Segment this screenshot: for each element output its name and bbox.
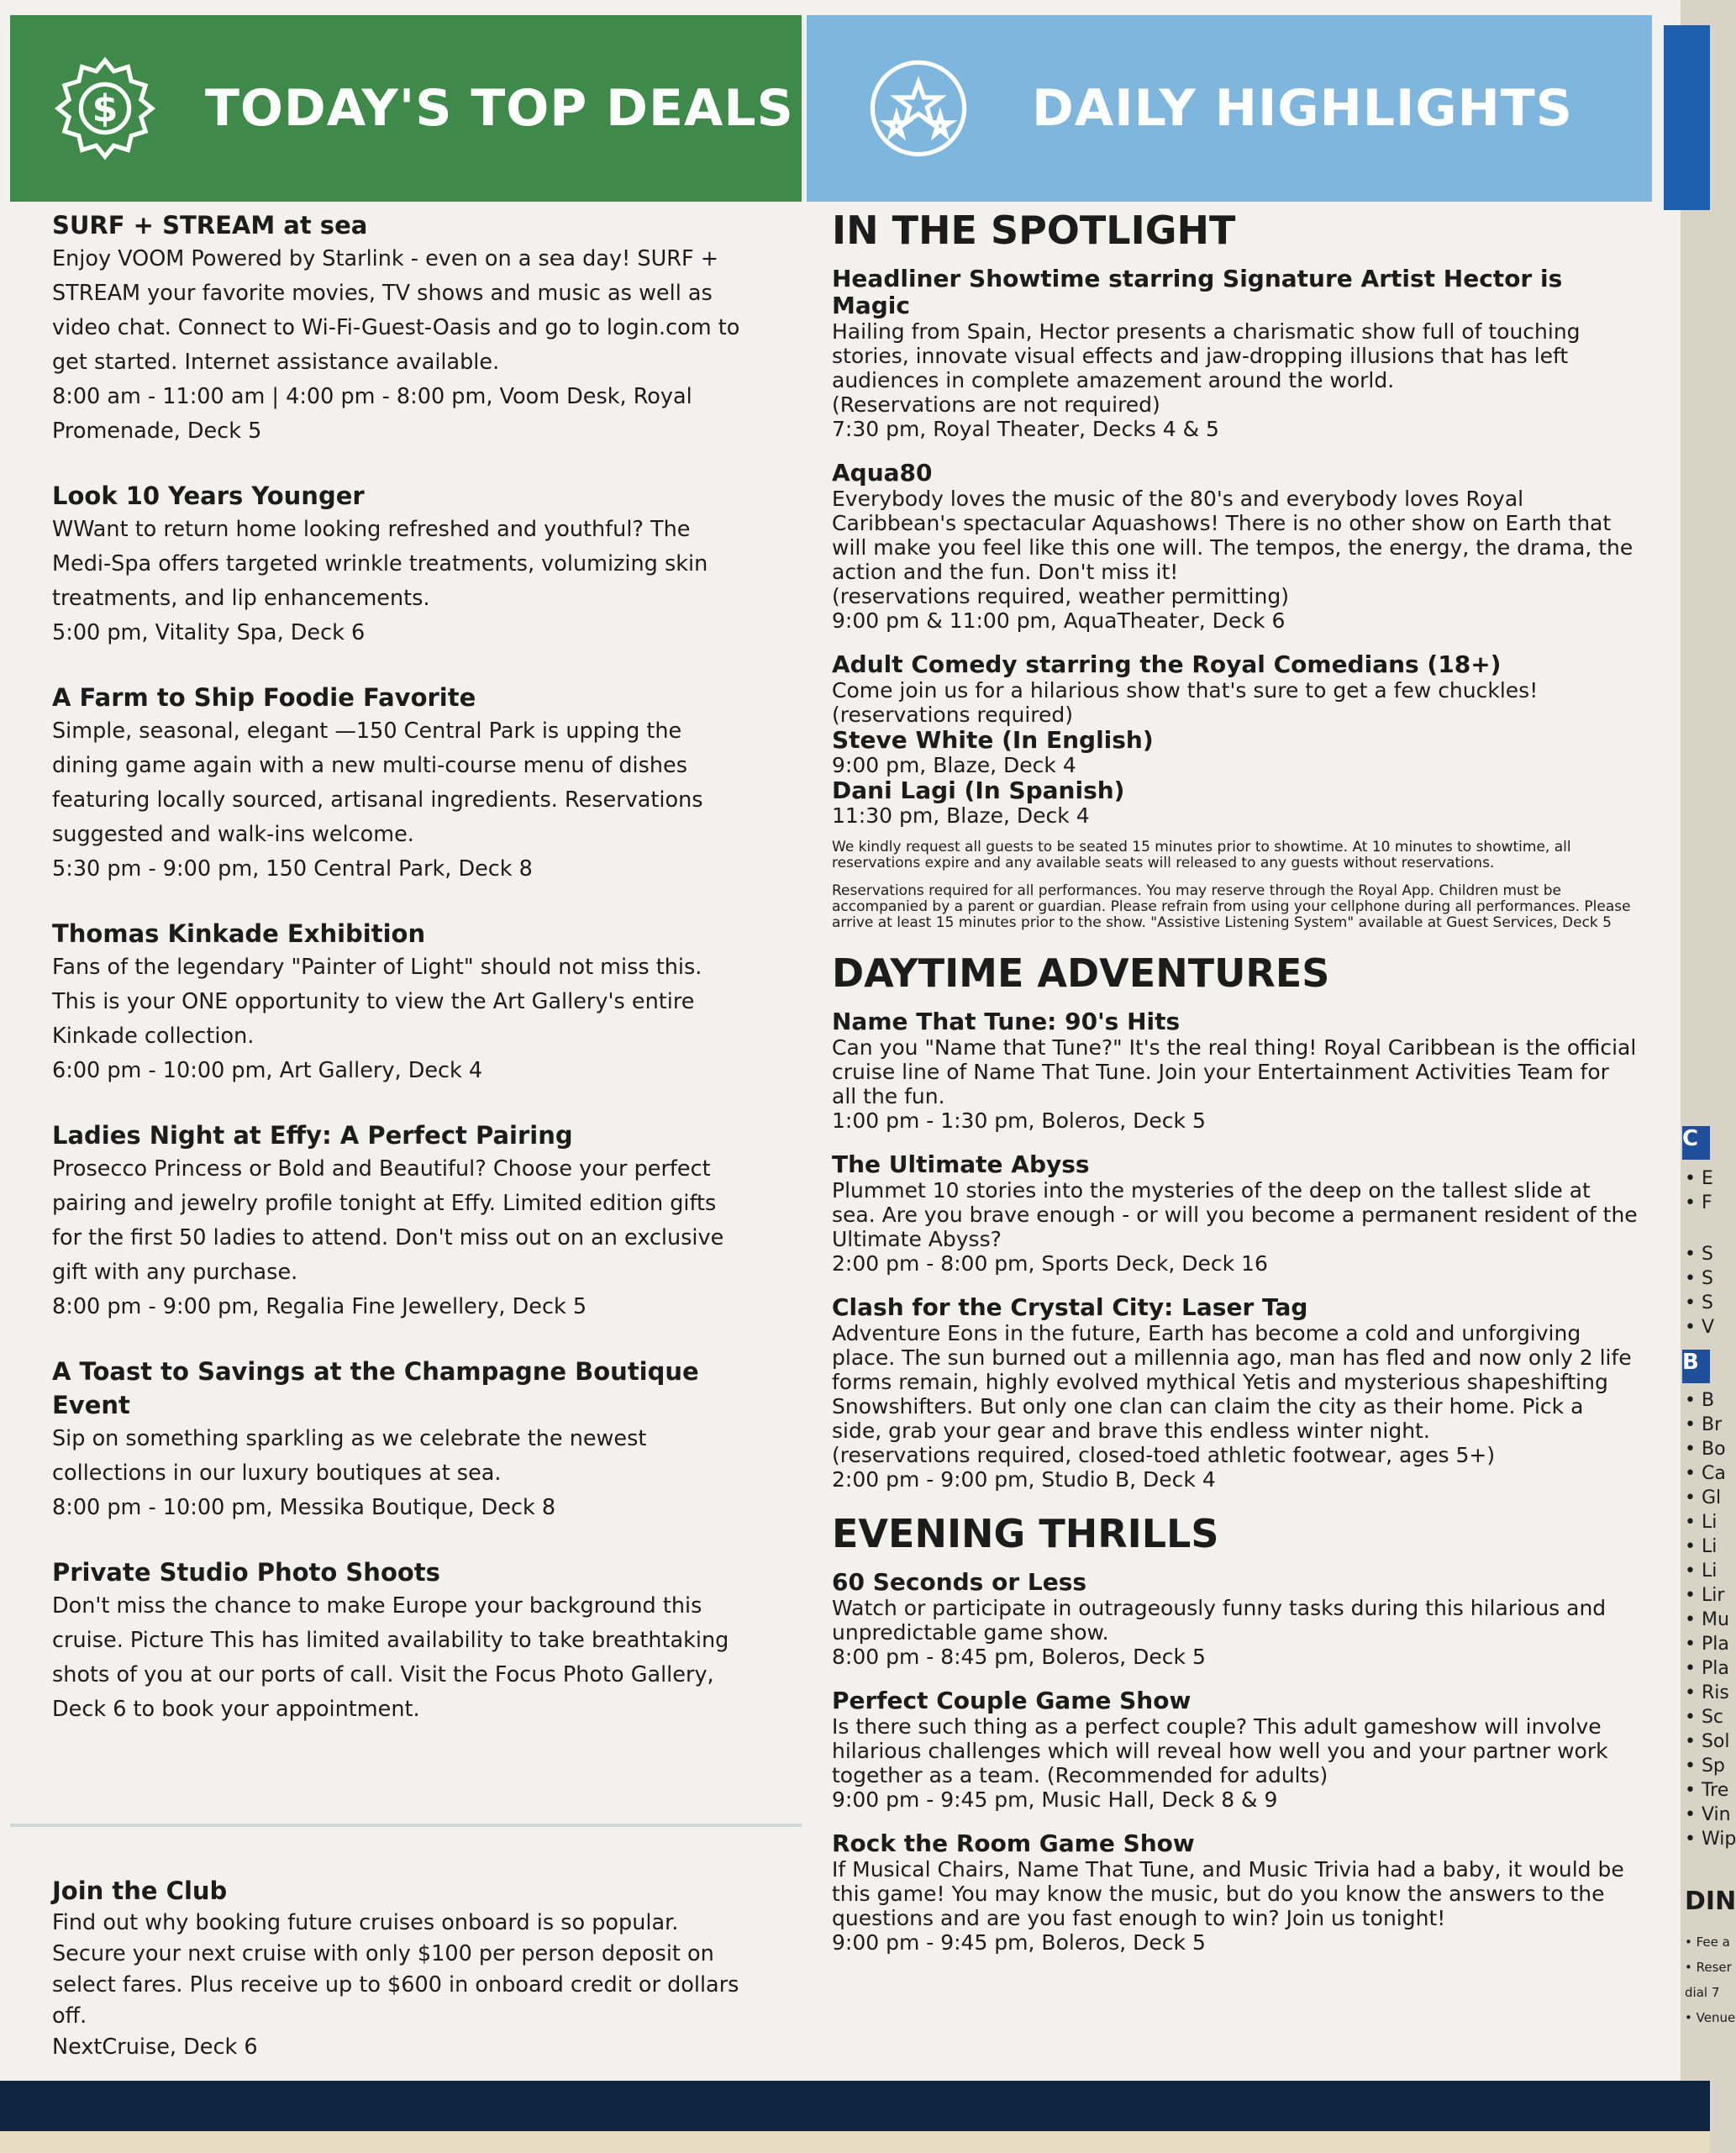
list-item: • S xyxy=(1685,1268,1713,1289)
deal-item xyxy=(52,681,750,887)
list-item: • Lir xyxy=(1685,1585,1725,1606)
svg-text:$: $ xyxy=(92,87,118,131)
event-time: 11:30 pm, Blaze, Deck 4 xyxy=(832,803,1090,828)
event-item xyxy=(832,1569,1639,1669)
daytime-heading: DAYTIME ADVENTURES xyxy=(832,950,1330,996)
event-note: (Reservations are not required) xyxy=(832,392,1160,417)
deals-title: TODAY'S TOP DEALS xyxy=(205,79,794,138)
event-note: (reservations required, closed-toed athletic footwear, ages 5+) xyxy=(832,1443,1496,1467)
list-item: • Gl xyxy=(1685,1487,1722,1508)
event-time: 9:00 pm & 11:00 pm, AquaTheater, Deck 6 xyxy=(832,608,1286,633)
list-item: • S xyxy=(1685,1244,1713,1265)
deal-time: 6:00 pm - 10:00 pm, Art Gallery, Deck 4 xyxy=(52,1058,483,1083)
highlights-header xyxy=(807,15,1652,202)
evening-heading: EVENING THRILLS xyxy=(832,1511,1219,1556)
deal-item xyxy=(52,208,750,449)
event-title: Clash for the Crystal City: Laser Tag xyxy=(832,1293,1308,1321)
deal-item xyxy=(52,1556,750,1727)
event-title: Rock the Room Game Show xyxy=(832,1829,1195,1857)
next-panel-box-b: B xyxy=(1682,1350,1710,1383)
list-item: • Sol xyxy=(1685,1731,1730,1752)
event-body: Adventure Eons in the future, Earth has become a cold and unforgiving place. The sun burned out a millennia ago, man has fled and now only 2 life forms remain, highly evolved mythical Yetis and mysterious shapeshifting Snowshifters. But only one clan can claim the city as their home. Pick a side, grab your gear and brave this endless winter night. xyxy=(832,1321,1632,1443)
list-item: • Wip xyxy=(1685,1829,1736,1850)
event-item xyxy=(832,460,1639,633)
list-item: • Sc xyxy=(1685,1707,1724,1728)
deal-body: Fans of the legendary "Painter of Light" should not miss this. This is your ONE opportunity to view the Art Gallery's entire Kinkade collection. xyxy=(52,955,702,1049)
event-note: (reservations required, weather permitting) xyxy=(832,584,1289,608)
event-item xyxy=(832,1008,1639,1133)
event-body: Watch or participate in outrageously funny tasks during this hilarious and unpredictable game show. xyxy=(832,1596,1607,1645)
event-item xyxy=(832,1294,1639,1492)
event-body: If Musical Chairs, Name That Tune, and Music Trivia had a baby, it would be this game! You may know the music, but do you know the answers to the questions and are you fast enough to win? Join us tonight! xyxy=(832,1857,1624,1930)
club-section xyxy=(52,1874,750,2063)
deal-body: Prosecco Princess or Bold and Beautiful? Choose your perfect pairing and jewelry profile tonight at Effy. Limited edition gifts for the first 50 ladies to attend. Don't miss out on an exclusive gift with any purchase. xyxy=(52,1156,724,1285)
event-title: 60 Seconds or Less xyxy=(832,1568,1087,1596)
deal-title: Private Studio Photo Shoots xyxy=(52,1558,440,1587)
list-item: • Li xyxy=(1685,1536,1718,1557)
club-body: Find out why booking future cruises onboard is so popular. Secure your next cruise with only $100 per person deposit on select fares. Plus receive up to $600 in onboard credit or dollars off. xyxy=(52,1910,739,2029)
event-item xyxy=(832,266,1639,441)
next-panel-header-edge xyxy=(1664,25,1710,210)
event-title: Adult Comedy starring the Royal Comedians (18+) xyxy=(832,650,1502,678)
event-body: Is there such thing as a perfect couple? This adult gameshow will involve hilarious challenges which will reveal how well you and your partner work together as a team. (Recommended for adults) xyxy=(832,1714,1608,1787)
next-panel-list-1 xyxy=(1685,1166,1713,1215)
deal-time: 8:00 am - 11:00 am | 4:00 pm - 8:00 pm, Voom Desk, Royal Promenade, Deck 5 xyxy=(52,384,692,444)
club-title: Join the Club xyxy=(52,1877,228,1905)
next-panel-list-2 xyxy=(1685,1242,1715,1340)
list-item: • Tre xyxy=(1685,1780,1729,1801)
deal-title: Look 10 Years Younger xyxy=(52,482,365,510)
event-body: Come join us for a hilarious show that's sure to get a few chuckles! xyxy=(832,678,1539,703)
event-time: 9:00 pm, Blaze, Deck 4 xyxy=(832,753,1076,777)
event-time: 2:00 pm - 8:00 pm, Sports Deck, Deck 16 xyxy=(832,1251,1268,1276)
comedy-item xyxy=(832,651,1639,931)
deal-time: 8:00 pm - 10:00 pm, Messika Boutique, Deck 8 xyxy=(52,1495,556,1520)
list-item: • Venue xyxy=(1685,2010,1736,2025)
deal-time: 5:30 pm - 9:00 pm, 150 Central Park, Deck 8 xyxy=(52,856,533,882)
footer-band xyxy=(0,2081,1710,2131)
next-panel-dining-list xyxy=(1685,1929,1736,2030)
event-time: 2:00 pm - 9:00 pm, Studio B, Deck 4 xyxy=(832,1467,1216,1492)
event-time: 1:00 pm - 1:30 pm, Boleros, Deck 5 xyxy=(832,1108,1206,1133)
next-panel-box-c: C xyxy=(1682,1126,1710,1160)
deal-title: A Farm to Ship Foodie Favorite xyxy=(52,683,476,712)
event-title: Perfect Couple Game Show xyxy=(832,1687,1192,1714)
next-panel-dining-heading: DIN xyxy=(1685,1887,1736,1916)
stars-badge-icon xyxy=(864,54,973,163)
list-item: • Br xyxy=(1685,1414,1723,1435)
comedian-name: Steve White (In English) xyxy=(832,726,1154,754)
list-item: • Pla xyxy=(1685,1634,1729,1655)
list-item: • Sp xyxy=(1685,1756,1725,1777)
table-surface xyxy=(0,2131,1710,2153)
deal-body: Don't miss the chance to make Europe your background this cruise. Picture This has limited availability to take breathtaking shots of you at our ports of call. Visit the Focus Photo Gallery, Deck 6 to book your appointment. xyxy=(52,1593,729,1722)
deal-item xyxy=(52,1355,750,1525)
list-item: • Vin xyxy=(1685,1804,1731,1825)
event-item xyxy=(832,1687,1639,1812)
spotlight-heading: IN THE SPOTLIGHT xyxy=(832,208,1236,253)
event-title: Name That Tune: 90's Hits xyxy=(832,1008,1181,1035)
highlights-title: DAILY HIGHLIGHTS xyxy=(1032,79,1573,138)
deals-header xyxy=(10,15,802,202)
event-title: Headliner Showtime starring Signature Artist Hector is Magic xyxy=(832,265,1563,319)
deal-title: A Toast to Savings at the Champagne Boutique Event xyxy=(52,1357,699,1419)
deal-body: WWant to return home looking refreshed and youthful? The Medi-Spa offers targeted wrinkle treatments, volumizing skin treatments, and lip enhancements. xyxy=(52,517,708,611)
event-time: 9:00 pm - 9:45 pm, Boleros, Deck 5 xyxy=(832,1930,1206,1955)
event-title: Aqua80 xyxy=(832,459,933,487)
list-item: • Li xyxy=(1685,1512,1718,1533)
deal-time: 8:00 pm - 9:00 pm, Regalia Fine Jewellery, Deck 5 xyxy=(52,1294,587,1319)
event-body: Hailing from Spain, Hector presents a charismatic show full of touching stories, innovate visual effects and jaw-dropping illusions that has left audiences in complete amazement around the world. xyxy=(832,319,1581,392)
event-body: Can you "Name that Tune?" It's the real thing! Royal Caribbean is the official cruise line of Name That Tune. Join your Entertainment Activities Team for all the fun. xyxy=(832,1035,1637,1108)
event-note: (reservations required) xyxy=(832,703,1074,727)
event-body: Plummet 10 stories into the mysteries of the deep on the tallest slide at sea. Are you brave enough - or will you become a permanent resident of the Ultimate Abyss? xyxy=(832,1178,1638,1251)
deal-title: Thomas Kinkade Exhibition xyxy=(52,919,426,948)
deal-item xyxy=(52,1119,750,1324)
reservation-note: Reservations required for all performances. You may reserve through the Royal App. Children must be accompanied by a parent or guardian. Please refrain from using your cellphone during all performances. Please arrive at least 15 minutes prior to the show. "Assistive Listening System" available at Guest Services, Deck 5 xyxy=(832,882,1631,931)
deal-item xyxy=(52,917,750,1088)
deal-body: Enjoy VOOM Powered by Starlink - even on a sea day! SURF + STREAM your favorite movies, TV shows and music as well as video chat. Connect to Wi-Fi-Guest-Oasis and go to login.com to get started. Internet assistance available. xyxy=(52,246,740,375)
deal-title: Ladies Night at Effy: A Perfect Pairing xyxy=(52,1121,573,1150)
seating-note: We kindly request all guests to be seated 15 minutes prior to showtime. At 10 minutes to showtime, all reservations expire and any available seats will released to any guests without reservations. xyxy=(832,839,1571,871)
dollar-badge-icon xyxy=(50,54,160,163)
list-item: • V xyxy=(1685,1317,1715,1338)
list-item: • Pla xyxy=(1685,1658,1729,1679)
list-item: • Fee a xyxy=(1685,1935,1730,1950)
list-item: dial 7 xyxy=(1685,1985,1720,2000)
deal-body: Sip on something sparkling as we celebrate the newest collections in our luxury boutiques at sea. xyxy=(52,1426,647,1486)
event-time: 9:00 pm - 9:45 pm, Music Hall, Deck 8 & 9 xyxy=(832,1787,1278,1812)
list-item: • Mu xyxy=(1685,1609,1729,1630)
list-item: • Bo xyxy=(1685,1439,1726,1460)
deal-time: 5:00 pm, Vitality Spa, Deck 6 xyxy=(52,620,366,645)
event-item xyxy=(832,1830,1639,1955)
event-time: 8:00 pm - 8:45 pm, Boleros, Deck 5 xyxy=(832,1645,1206,1669)
list-item: • Ris xyxy=(1685,1682,1729,1703)
deal-body: Simple, seasonal, elegant —150 Central Park is upping the dining game again with a new multi-course menu of dishes featuring locally sourced, artisanal ingredients. Reservations suggested and walk-ins welcome. xyxy=(52,719,703,847)
highlights-list xyxy=(832,200,1639,1973)
list-item: • S xyxy=(1685,1292,1713,1313)
event-time: 7:30 pm, Royal Theater, Decks 4 & 5 xyxy=(832,417,1219,441)
list-item: • Li xyxy=(1685,1561,1718,1582)
event-title: The Ultimate Abyss xyxy=(832,1150,1090,1178)
deal-title: SURF + STREAM at sea xyxy=(52,211,368,240)
event-item xyxy=(832,1151,1639,1276)
list-item: • Reser xyxy=(1685,1960,1732,1975)
list-item: • B xyxy=(1685,1390,1715,1411)
event-body: Everybody loves the music of the 80's and everybody loves Royal Caribbean's spectacular Aquashows! There is no other show on Earth that will make you feel like this one will. The tempos, the energy, the drama, the action and the fun. Don't miss it! xyxy=(832,487,1633,584)
next-panel-list-3 xyxy=(1685,1388,1736,1851)
club-divider xyxy=(10,1824,802,1827)
club-location: NextCruise, Deck 6 xyxy=(52,2035,258,2060)
list-item: • F xyxy=(1685,1192,1712,1213)
deal-item xyxy=(52,479,750,650)
comedian-name: Dani Lagi (In Spanish) xyxy=(832,776,1125,804)
list-item: • Ca xyxy=(1685,1463,1726,1484)
list-item: • E xyxy=(1685,1168,1713,1189)
deals-list xyxy=(52,208,750,1757)
